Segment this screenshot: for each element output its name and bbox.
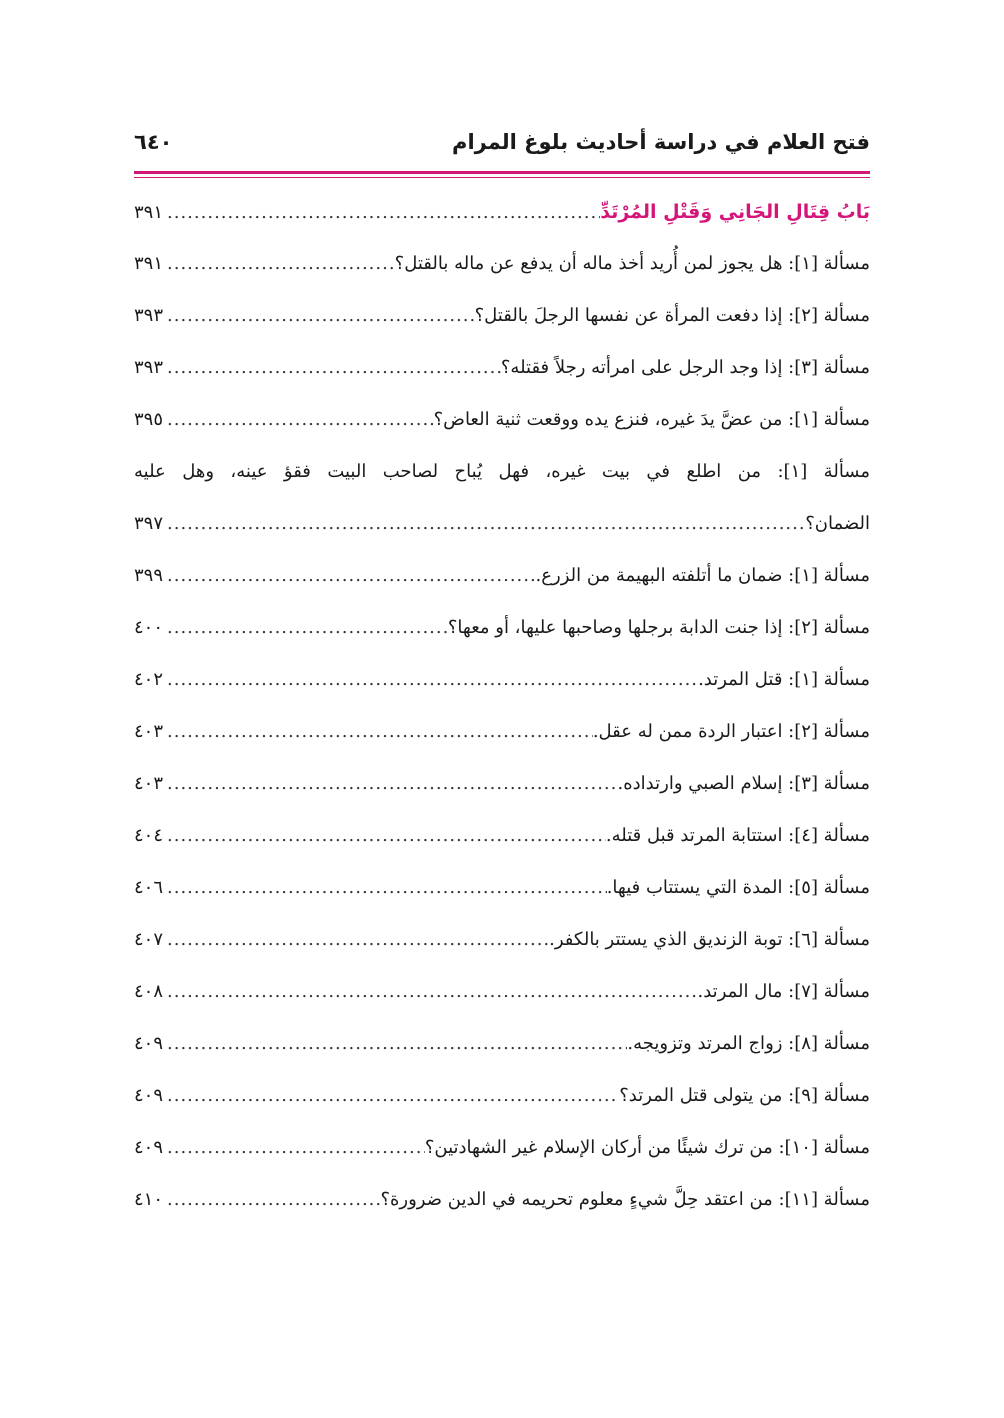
leader-dots <box>163 706 593 758</box>
leader-dots <box>163 602 448 654</box>
toc-page-number: ٤٠٦ <box>134 877 164 898</box>
leader-dots <box>163 187 600 239</box>
toc-entry-title: مسألة [٩]: من يتولى قتل المرتد؟ <box>619 1085 870 1106</box>
toc-entry[interactable] <box>134 758 870 810</box>
toc-entry[interactable] <box>134 862 870 914</box>
toc-page-number: ٤٠٣ <box>134 773 164 794</box>
leader-dots <box>163 758 617 810</box>
toc-page-number: ٣٩٣ <box>134 357 164 378</box>
toc-entry-title: مسألة [١٠]: من ترك شيئًا من أركان الإسلام غير الشهادتين؟ <box>424 1137 870 1158</box>
toc-entry[interactable] <box>134 498 870 550</box>
toc-entry-title: مسألة [٢]: اعتبار الردة ممن له عقل. <box>592 721 870 742</box>
toc-entry-title: الضمان؟ <box>805 513 870 534</box>
toc-section-heading[interactable] <box>134 186 870 238</box>
leader-dots <box>163 862 607 914</box>
toc-entry[interactable] <box>134 1018 870 1070</box>
toc-entry[interactable] <box>134 914 870 966</box>
toc-entry-title: مسألة [٨]: زواج المرتد وتزويجه. <box>627 1033 870 1054</box>
leader-dots <box>163 654 698 706</box>
leader-dots <box>163 810 606 862</box>
toc-page-number: ٣٩١ <box>134 253 164 274</box>
toc-entry-title: مسألة [٢]: إذا دفعت المرأة عن نفسها الرجلَ بالقتل؟ <box>474 305 870 326</box>
toc-page-number: ٤١٠ <box>134 1189 164 1210</box>
toc-entry[interactable] <box>134 706 870 758</box>
toc-entry-title: مسألة [٣]: إذا وجد الرجل على امرأته رجلاً فقتله؟ <box>500 357 870 378</box>
header-rule-thin <box>134 177 870 178</box>
toc-entry[interactable] <box>134 238 870 290</box>
toc-entry[interactable] <box>134 1122 870 1174</box>
leader-dots <box>163 1122 425 1174</box>
toc-page-number: ٣٩٣ <box>134 305 164 326</box>
toc-page-number: ٤٠٧ <box>134 929 164 950</box>
toc-entry[interactable] <box>134 342 870 394</box>
leader-dots <box>163 1174 380 1226</box>
toc-entry-title: مسألة [٣]: إسلام الصبي وارتداده. <box>617 773 870 794</box>
table-of-contents <box>134 186 870 1226</box>
toc-entry-title: مسألة [١]: ضمان ما أتلفته البهيمة من الزرع. <box>535 565 870 586</box>
toc-entry-title: مسألة [٧]: مال المرتد. <box>697 981 870 1002</box>
toc-entry[interactable] <box>134 550 870 602</box>
toc-entry-title: مسألة [٤]: استتابة المرتد قبل قتله. <box>605 825 870 846</box>
book-title: فتح العلام في دراسة أحاديث بلوغ المرام <box>452 130 870 154</box>
toc-page-number: ٤٠٨ <box>134 981 164 1002</box>
toc-entry[interactable] <box>134 394 870 446</box>
leader-dots <box>163 550 536 602</box>
toc-page-number: ٣٩٧ <box>134 513 164 534</box>
toc-page-number: ٤٠٩ <box>134 1137 164 1158</box>
page-number: ٦٤٠ <box>134 130 173 154</box>
toc-page-number: ٤٠٩ <box>134 1033 164 1054</box>
toc-entry-title: مسألة [٥]: المدة التي يستتاب فيها. <box>606 877 870 898</box>
leader-dots <box>163 1070 619 1122</box>
toc-page-number: ٤٠٣ <box>134 721 164 742</box>
toc-page-number: ٤٠٢ <box>134 669 164 690</box>
leader-dots <box>163 914 549 966</box>
toc-entry-wrapped-line[interactable]: مسألة [١]: من اطلع في بيت غيره، فهل يُباح لصاحب البيت فقؤ عينه، وهل عليه <box>134 461 871 482</box>
toc-entry[interactable] <box>134 1070 870 1122</box>
toc-entry[interactable] <box>134 654 870 706</box>
leader-dots <box>163 290 475 342</box>
toc-entry-title: مسألة [١]: قتل المرتد. <box>698 669 870 690</box>
toc-page-number: ٣٩١ <box>134 202 164 223</box>
leader-dots <box>163 394 434 446</box>
leader-dots <box>163 1018 627 1070</box>
toc-entry-title: مسألة [١١]: من اعتقد حِلَّ شيءٍ معلوم تحريمه في الدين ضرورة؟ <box>380 1189 870 1210</box>
toc-entry[interactable] <box>134 810 870 862</box>
leader-dots <box>163 966 698 1018</box>
leader-dots <box>163 238 395 290</box>
leader-dots <box>163 498 805 550</box>
toc-entry-title: مسألة [١]: هل يجوز لمن أُريد أخذ ماله أن يدفع عن ماله بالقتل؟ <box>394 253 870 274</box>
running-header <box>134 126 870 168</box>
toc-page-number: ٤٠٩ <box>134 1085 164 1106</box>
header-rule-thick <box>134 171 870 174</box>
toc-entry-title: مسألة [٦]: توبة الزنديق الذي يستتر بالكفر. <box>549 929 870 950</box>
toc-section-title: بَابُ قِتَالِ الجَانِي وَقَتْلِ المُرْتَدِّ <box>600 201 870 223</box>
toc-entry-title: مسألة [٢]: إذا جنت الدابة برجلها وصاحبها عليها، أو معها؟ <box>447 617 870 638</box>
toc-page-number: ٣٩٥ <box>134 409 164 430</box>
leader-dots <box>163 342 501 394</box>
toc-page-number: ٣٩٩ <box>134 565 164 586</box>
toc-entry[interactable] <box>134 602 870 654</box>
toc-entry-title: مسألة [١]: من عضَّ يدَ غيره، فنزع يده ووقعت ثنية العاض؟ <box>433 409 870 430</box>
toc-page-number: ٤٠٤ <box>134 825 164 846</box>
header-rule <box>134 171 870 181</box>
toc-entry[interactable] <box>134 1174 870 1226</box>
toc-entry[interactable] <box>134 966 870 1018</box>
toc-page-number: ٤٠٠ <box>134 617 164 638</box>
toc-entry[interactable] <box>134 290 870 342</box>
